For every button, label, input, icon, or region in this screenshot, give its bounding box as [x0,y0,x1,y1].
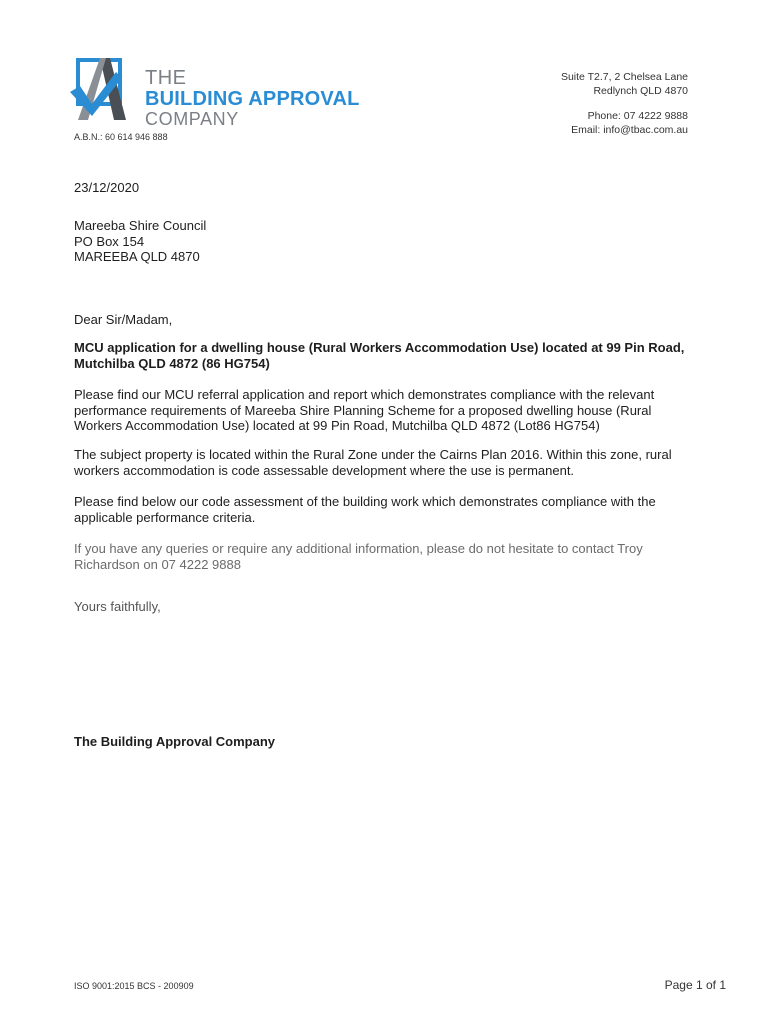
company-logo [66,58,366,134]
paragraph-2: The subject property is located within the Rural Zone under the Cairns Plan 2016. Within this zone, rural workers accommodation is code assessable development where the use is permanent. [74,447,672,478]
page-number: Page 1 of 1 [664,978,726,992]
abn-number: A.B.N.: 60 614 946 888 [74,132,168,142]
address-line-2: Redlynch QLD 4870 [593,85,688,97]
tbac-logo-icon [66,58,136,128]
paragraph-3: Please find below our code assessment of the building work which demonstrates compliance with the applicable performance criteria. [74,494,656,525]
logo-wordmark [145,68,360,128]
letter-subject: MCU application for a dwelling house (Rural Workers Accommodation Use) located at 99 Pin Road, Mutchilba QLD 4872 (86 HG754) [74,340,685,371]
letter-date: 23/12/2020 [74,180,140,195]
paragraph-4: If you have any queries or require any additional information, please do not hesitate to contact Troy Richardson on 07 4222 9888 [74,541,643,572]
logo-line-building-approval: BUILDING APPROVAL [145,88,360,110]
recipient-line-2: PO Box 154 [74,233,145,249]
closing: Yours faithfully, [74,599,161,614]
signature: The Building Approval Company [74,734,276,749]
recipient-address [74,218,699,265]
email-address: Email: info@tbac.com.au [571,124,688,136]
phone-number: Phone: 07 4222 9888 [587,110,688,122]
recipient-line-1: Mareeba Shire Council [74,218,207,233]
logo-line-company: COMPANY [145,109,239,129]
recipient-line-3: MAREEBA QLD 4870 [74,249,200,264]
footer-certification: ISO 9001:2015 BCS - 200909 [74,981,194,991]
logo-line-the: THE [145,67,187,89]
address-line-1: Suite T2.7, 2 Chelsea Lane [560,71,688,83]
contact-block [561,70,688,137]
salutation: Dear Sir/Madam, [74,312,173,327]
paragraph-1: Please find our MCU referral application and report which demonstrates compliance with the relevant performance requirements of Mareeba Shire Planning Scheme for a proposed dwelling house (Rural Workers Accommodation Use) located at 99 Pin Road, Mutchilba QLD 4872 (Lot86 HG754) [74,387,655,433]
